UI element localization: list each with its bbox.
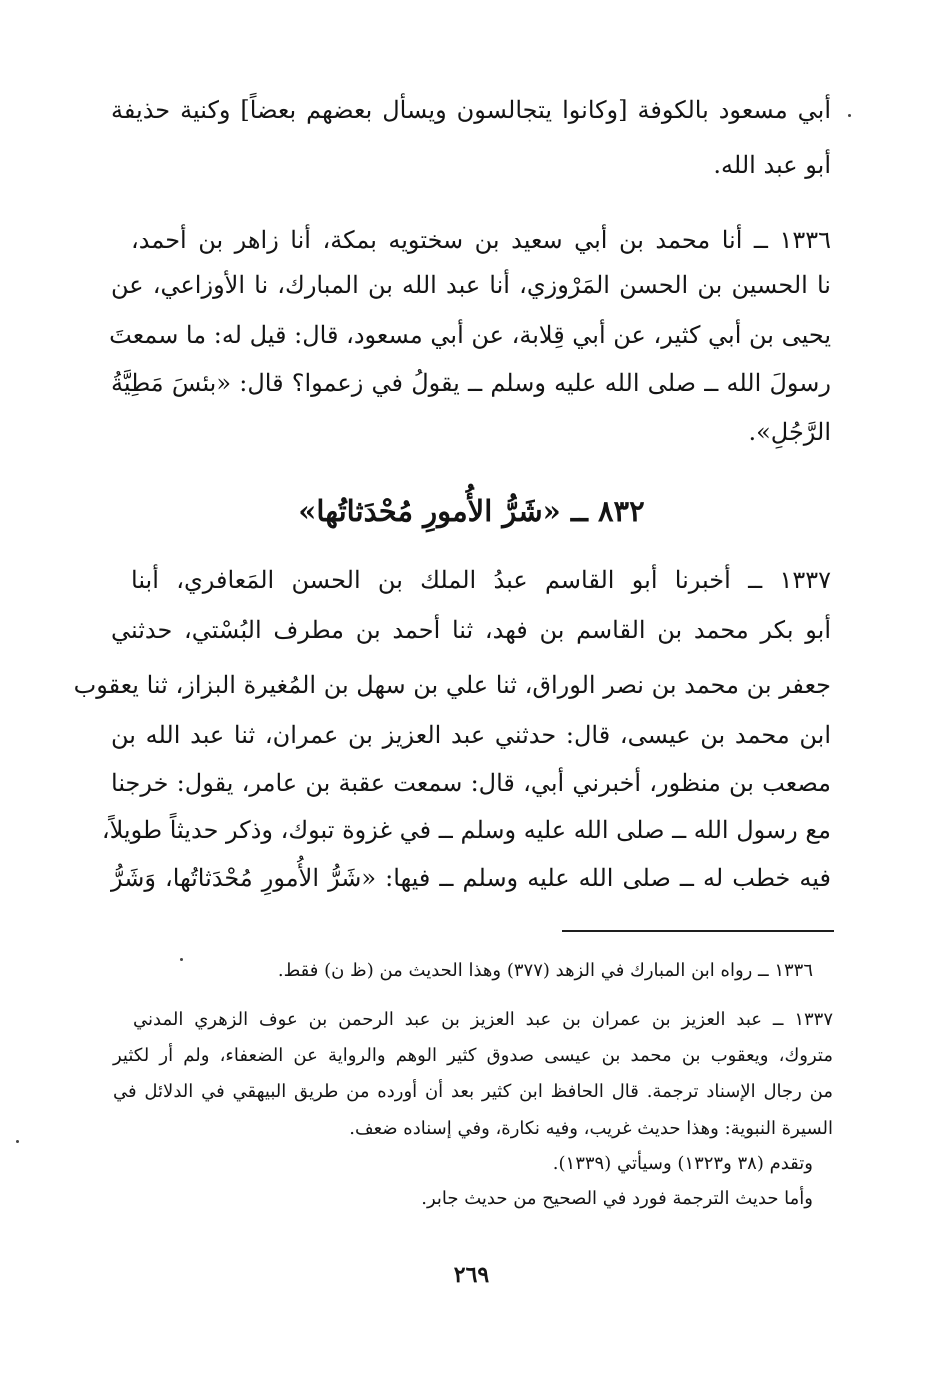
scan-speck [848, 114, 851, 117]
hadith-1336-line-3: يحيى بن أبي كثير، عن أبي قِلابة، عن أبي مسعود، قال: قيل له: ما سمعتَ [109, 321, 831, 349]
hadith-1336-line-1: ١٣٣٦ ــ أنا محمد بن أبي سعيد بن سختويه بمكة، أنا زاهر بن أحمد، [131, 226, 831, 254]
footnote-1337-line-5: وتقدم (٣٨ و١٣٢٣) وسيأتي (١٣٣٩). [552, 1153, 813, 1174]
footnote-1337-line-3: من رجال الإسناد ترجمة. قال الحافظ ابن كثير بعد أن أورده من طريق البيهقي في الدلائل في [113, 1081, 833, 1102]
hadith-1337-line-3: جعفر بن محمد بن نصر الوراق، ثنا علي بن سهل بن المُغيرة البزاز، ثنا يعقوب [73, 671, 831, 699]
scan-speck [180, 958, 183, 961]
footnote-1337-line-6: وأما حديث الترجمة فورد في الصحيح من حديث جابر. [421, 1188, 813, 1209]
footnote-1336: ١٣٣٦ ــ رواه ابن المبارك في الزهد (٣٧٧) وهذا الحديث من (ظ ن) فقط. [277, 960, 813, 981]
hadith-1337-line-7: فيه خطب له ــ صلى الله عليه وسلم ــ فيها: «شَرُّ الأُمورِ مُحْدَثاتُها، وَشَرُّ [111, 864, 831, 892]
hadith-1336-line-2: نا الحسين بن الحسن المَرْوزي، أنا عبد الله بن المبارك، نا الأوزاعي، عن [111, 271, 831, 299]
chapter-title: ٨٣٢ ــ «شَرُّ الأُمورِ مُحْدَثاتُها» [298, 494, 645, 528]
hadith-1336-line-4: رسولَ الله ــ صلى الله عليه وسلم ــ يقولُ في زعموا؟ قال: «بئسَ مَطِيَّةُ [111, 369, 831, 397]
page-number: ٢٦٩ [453, 1262, 490, 1288]
hadith-1337-line-4: ابن محمد بن عيسى، قال: حدثني عبد العزيز بن عمران، ثنا عبد الله بن [111, 721, 831, 749]
hadith-1337-line-2: أبو بكر محمد بن القاسم بن فهد، ثنا أحمد بن مطرف البُسْتي، حدثني [111, 616, 831, 644]
footnote-separator [562, 930, 834, 932]
footnote-1337-line-1: ١٣٣٧ ــ عبد العزيز بن عمران بن عبد العزيز بن عبد الرحمن بن عوف الزهري المدني [133, 1009, 833, 1030]
hadith-1337-line-1: ١٣٣٧ ــ أخبرنا أبو القاسم عبدُ الملك بن الحسن المَعافري، أبنا [131, 566, 831, 594]
hadith-1336-line-5: الرَّجُلِ». [748, 418, 831, 446]
footnote-1337-line-4: السيرة النبوية: وهذا حديث غريب، وفيه نكارة، وفي إسناده ضعف. [349, 1118, 833, 1139]
top-paragraph-line-2: أبو عبد الله. [713, 151, 831, 179]
top-paragraph-line-1: أبي مسعود بالكوفة [وكانوا يتجالسون ويسأل بعضهم بعضاً] وكنية حذيفة [111, 96, 831, 124]
hadith-1337-line-5: مصعب بن منظور، أخبرني أبي، قال: سمعت عقبة بن عامر، يقول: خرجنا [111, 769, 831, 797]
hadith-1337-line-6: مع رسول الله ــ صلى الله عليه وسلم ــ في غزوة تبوك، وذكر حديثاً طويلاً، [101, 816, 831, 844]
footnote-1337-line-2: متروك، ويعقوب بن محمد بن عيسى صدوق كثير الوهم والرواية عن الضعفاء، ولم أر لكثير [113, 1045, 833, 1066]
scan-speck [16, 1140, 19, 1143]
